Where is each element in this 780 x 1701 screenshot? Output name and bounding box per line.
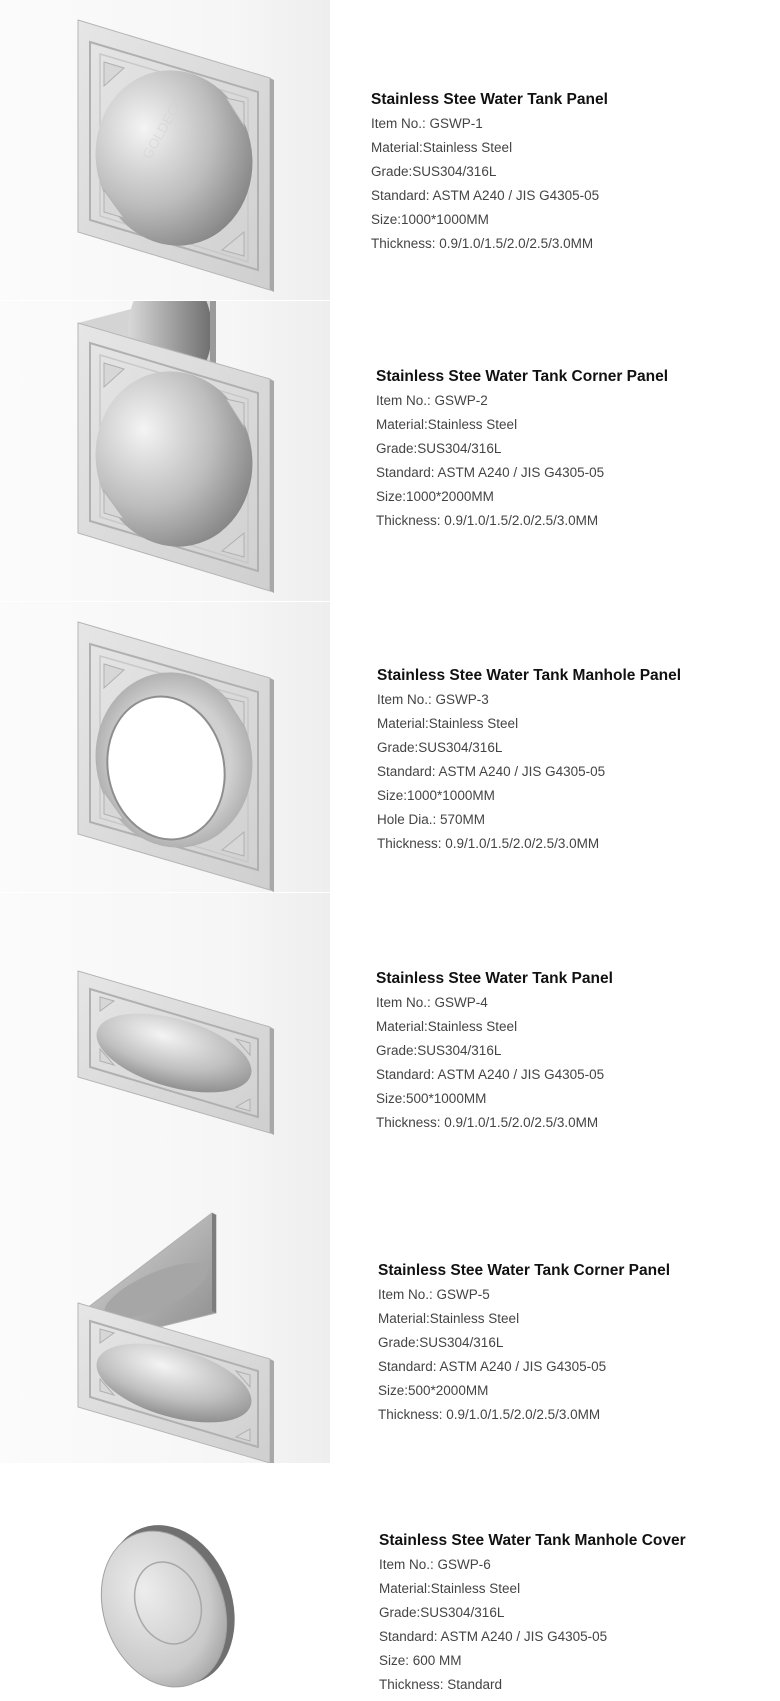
product-gswp-4 [0,893,780,1163]
thickness-spec: Thickness: Standard [379,1677,503,1692]
material-spec: Material:Stainless Steel [377,716,519,731]
material-spec: Material:Stainless Steel [379,1581,521,1596]
standard-spec: Standard: ASTM A240 / JIS G4305-05 [377,764,606,779]
item-number: Item No.: GSWP-4 [376,995,488,1010]
product-specs-gswp-2 [376,365,668,533]
product-specs-gswp-4 [376,967,613,1135]
grade-spec: Grade:SUS304/316L [379,1605,505,1620]
size-spec: Size:1000*1000MM [371,212,489,227]
product-specs-gswp-5 [378,1259,670,1427]
product-image-gswp-5 [0,1163,330,1463]
product-image-gswp-1 [0,0,330,300]
product-title: Stainless Stee Water Tank Corner Panel [378,1262,671,1279]
material-spec: Material:Stainless Steel [371,140,513,155]
size-spec: Size:500*2000MM [378,1383,489,1398]
product-title: Stainless Stee Water Tank Panel [376,970,613,987]
grade-spec: Grade:SUS304/316L [376,441,502,456]
watermark-logo: GOLDECO [138,92,188,162]
product-gswp-3 [0,602,780,892]
standard-spec: Standard: ASTM A240 / JIS G4305-05 [371,188,600,203]
grade-spec: Grade:SUS304/316L [376,1043,502,1058]
grade-spec: Grade:SUS304/316L [378,1335,504,1350]
hole-diameter-spec: Hole Dia.: 570MM [377,812,486,827]
product-image-gswp-4 [0,893,330,1163]
product-title: Stainless Stee Water Tank Panel [371,91,608,108]
product-specs-gswp-3 [377,664,681,856]
size-spec: Size:1000*1000MM [377,788,495,803]
standard-spec: Standard: ASTM A240 / JIS G4305-05 [378,1359,607,1374]
product-gswp-1 [0,0,780,300]
product-specs-gswp-6 [379,1529,686,1697]
item-number: Item No.: GSWP-1 [371,116,483,131]
product-image-gswp-3 [0,602,330,892]
product-title: Stainless Stee Water Tank Manhole Panel [377,667,682,684]
product-title: Stainless Stee Water Tank Corner Panel [376,368,669,385]
item-number: Item No.: GSWP-6 [379,1557,491,1572]
thickness-spec: Thickness: 0.9/1.0/1.5/2.0/2.5/3.0MM [377,836,600,851]
size-spec: Size:1000*2000MM [376,489,494,504]
size-spec: Size: 600 MM [379,1653,462,1668]
material-spec: Material:Stainless Steel [378,1311,520,1326]
material-spec: Material:Stainless Steel [376,417,518,432]
size-spec: Size:500*1000MM [376,1091,487,1106]
product-gswp-2 [0,301,780,601]
standard-spec: Standard: ASTM A240 / JIS G4305-05 [376,465,605,480]
product-image-gswp-2 [0,301,330,601]
product-title: Stainless Stee Water Tank Manhole Cover [379,1532,686,1549]
product-specs-gswp-1 [371,88,608,256]
thickness-spec: Thickness: 0.9/1.0/1.5/2.0/2.5/3.0MM [371,236,594,251]
product-image-gswp-6 [0,1463,330,1701]
product-gswp-5 [0,1163,780,1463]
grade-spec: Grade:SUS304/316L [371,164,497,179]
thickness-spec: Thickness: 0.9/1.0/1.5/2.0/2.5/3.0MM [378,1407,601,1422]
item-number: Item No.: GSWP-2 [376,393,488,408]
grade-spec: Grade:SUS304/316L [377,740,503,755]
thickness-spec: Thickness: 0.9/1.0/1.5/2.0/2.5/3.0MM [376,513,599,528]
standard-spec: Standard: ASTM A240 / JIS G4305-05 [379,1629,608,1644]
product-gswp-6 [0,1463,780,1701]
standard-spec: Standard: ASTM A240 / JIS G4305-05 [376,1067,605,1082]
item-number: Item No.: GSWP-3 [377,692,489,707]
thickness-spec: Thickness: 0.9/1.0/1.5/2.0/2.5/3.0MM [376,1115,599,1130]
item-number: Item No.: GSWP-5 [378,1287,490,1302]
material-spec: Material:Stainless Steel [376,1019,518,1034]
